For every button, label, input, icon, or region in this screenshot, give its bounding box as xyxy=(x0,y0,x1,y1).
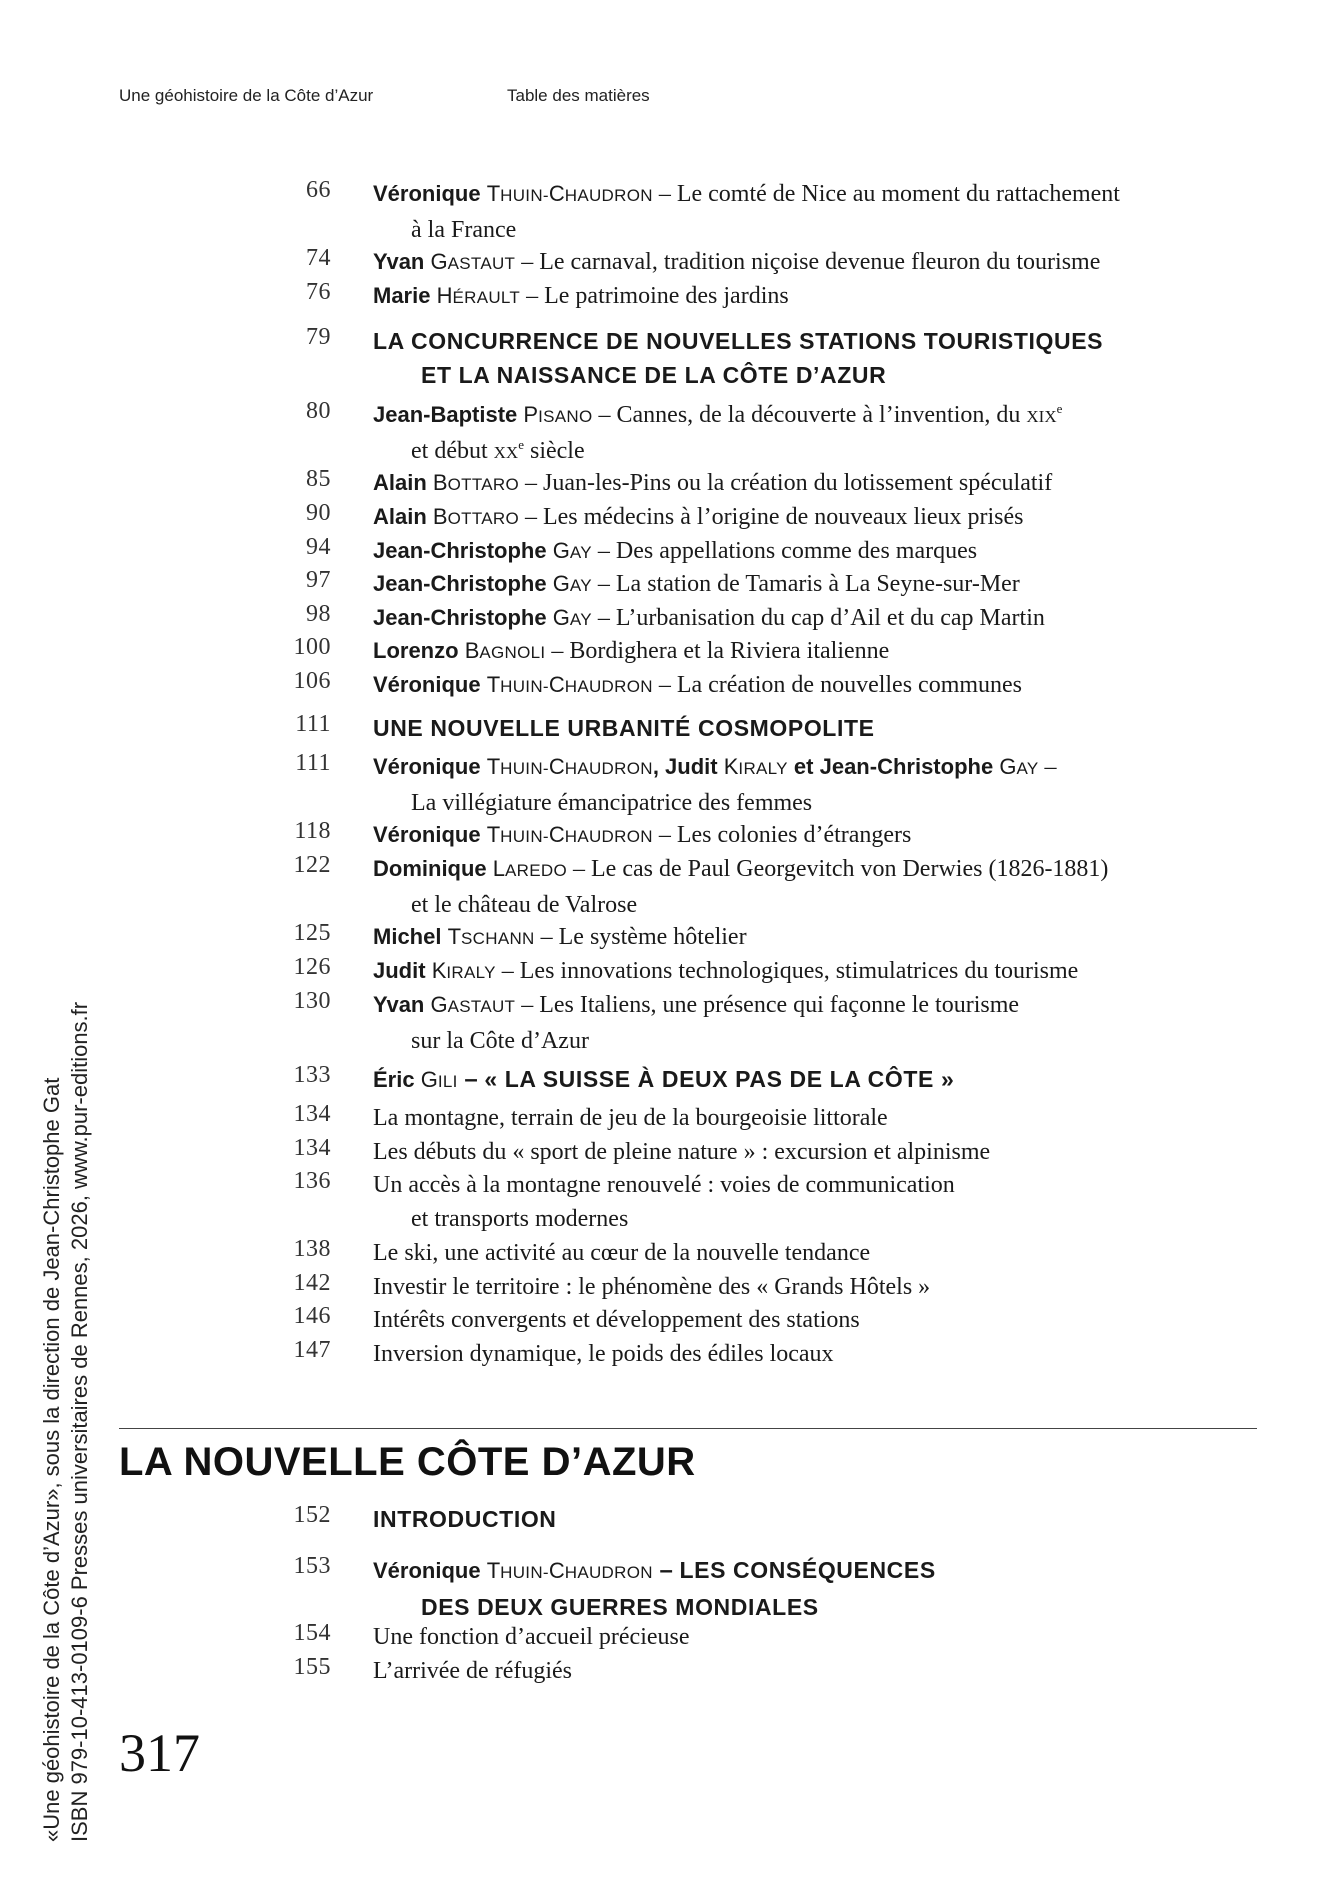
entry-title: Les colonies d’étrangers xyxy=(676,822,912,848)
toc-page-number: 80 xyxy=(306,398,331,424)
author-name: Yvan GASTAUT xyxy=(373,249,516,274)
author-name: Jean-Baptiste PISANO xyxy=(373,402,593,427)
author-name: Éric GILI xyxy=(373,1067,458,1092)
toc-entry-text: Alain BOTTARO – Les médecins à l’origine de nouveaux lieux prisés xyxy=(373,504,1024,530)
author-name: Alain BOTTARO xyxy=(373,504,519,529)
entry-title: Le cas de Paul Georgevitch von Derwies (1826-1881) xyxy=(591,856,1109,882)
entry-title: Juan-les-Pins ou la création du lotissement spéculatif xyxy=(542,470,1053,496)
entry-title: Des appellations comme des marques xyxy=(615,538,978,564)
author-name: Jean-Christophe GAY xyxy=(373,605,592,630)
toc-page-number: 147 xyxy=(293,1337,331,1363)
section-heading-text: INTRODUCTION xyxy=(373,1506,557,1532)
toc-entry-text: Lorenzo BAGNOLI – Bordighera et la Riviera italienne xyxy=(373,638,890,664)
toc-page-number: 100 xyxy=(293,634,331,660)
author-name: Alain BOTTARO xyxy=(373,470,519,495)
toc-page-number: 134 xyxy=(293,1135,331,1161)
toc-page-number: 142 xyxy=(293,1270,331,1296)
entry-title: Les innovations technologiques, stimulatrices du tourisme xyxy=(519,958,1079,984)
author-name: Lorenzo BAGNOLI xyxy=(373,638,546,663)
toc-page-number: 94 xyxy=(306,534,331,560)
entry-title: Le patrimoine des jardins xyxy=(544,283,789,309)
toc-entry-text: Jean-Christophe GAY – La station de Tamaris à La Seyne-sur-Mer xyxy=(373,571,1020,597)
toc-entry-text: Yvan GASTAUT – Le carnaval, tradition niçoise devenue fleuron du tourisme xyxy=(373,249,1101,275)
entry-title-continuation: et le château de Valrose xyxy=(411,892,638,918)
toc-page-number: 153 xyxy=(293,1553,331,1579)
toc-entry-text: Véronique THUIN-CHAUDRON – La création de nouvelles communes xyxy=(373,672,1023,698)
author-name: Judit KIRALY xyxy=(373,958,496,983)
toc-page-number: 85 xyxy=(306,466,331,492)
credit-line-2: ISBN 979-10-413-0109-6 Presses universitaires de Rennes, 2026, www.pur-editions.fr xyxy=(67,1001,92,1842)
toc-page-number: 98 xyxy=(306,601,331,627)
toc-entry-text: Judit KIRALY – Les innovations technologiques, stimulatrices du tourisme xyxy=(373,958,1079,984)
vertical-credit-note xyxy=(38,1002,94,1842)
toc-page-number: 111 xyxy=(295,711,331,737)
toc-entry-text: Véronique THUIN-CHAUDRON – Le comté de Nice au moment du rattachement à la France xyxy=(373,177,1253,247)
toc-page-number: 66 xyxy=(306,177,331,203)
toc-entry-text: Jean-Christophe GAY – L’urbanisation du cap d’Ail et du cap Martin xyxy=(373,605,1045,631)
entry-title: Le ski, une activité au cœur de la nouvelle tendance xyxy=(373,1240,871,1266)
entry-title-continuation: à la France xyxy=(411,217,517,243)
toc-page-number: 97 xyxy=(306,567,331,593)
entry-title: Le carnaval, tradition niçoise devenue fleuron du tourisme xyxy=(539,249,1101,275)
toc-page-number: 79 xyxy=(306,324,331,350)
toc-entry-text: Jean-Christophe GAY – Des appellations comme des marques xyxy=(373,538,978,564)
entry-title: L’arrivée de réfugiés xyxy=(373,1658,573,1684)
entry-title: Les Italiens, une présence qui façonne le tourisme xyxy=(539,992,1020,1018)
toc-page-number: 138 xyxy=(293,1236,331,1262)
toc-entry-text: Michel TSCHANN – Le système hôtelier xyxy=(373,924,747,950)
entry-title: Une fonction d’accueil précieuse xyxy=(373,1624,690,1650)
toc-page-number: 118 xyxy=(294,818,331,844)
toc-page-number: 133 xyxy=(293,1062,331,1088)
section-heading-text: Éric GILI – « LA SUISSE À DEUX PAS DE LA CÔTE » xyxy=(373,1066,955,1093)
toc-page-number: 130 xyxy=(293,988,331,1014)
toc-page-number: 76 xyxy=(306,279,331,305)
toc-page-number: 74 xyxy=(306,245,331,271)
part-divider-rule xyxy=(119,1428,1257,1429)
entry-title: La montagne, terrain de jeu de la bourgeoisie littorale xyxy=(373,1105,888,1131)
entry-title: Inversion dynamique, le poids des édiles locaux xyxy=(373,1341,834,1367)
author-name: Michel TSCHANN xyxy=(373,924,535,949)
toc-page-number: 126 xyxy=(293,954,331,980)
toc-page-number: 106 xyxy=(293,668,331,694)
entry-title: La création de nouvelles communes xyxy=(676,672,1023,698)
toc-page-number: 122 xyxy=(293,852,331,878)
toc-entry-text: Véronique THUIN-CHAUDRON – Les colonies d’étrangers xyxy=(373,822,912,848)
toc-entry-text: Alain BOTTARO – Juan-les-Pins ou la création du lotissement spéculatif xyxy=(373,470,1053,496)
entry-title: Le système hôtelier xyxy=(558,924,747,950)
toc-entry-text: Véronique THUIN-CHAUDRON, Judit KIRALY et Jean-Christophe GAY – La villégiature émancipatrice des femmes xyxy=(373,750,1253,820)
toc-page-number: 90 xyxy=(306,500,331,526)
author-name: Jean-Christophe GAY xyxy=(373,538,592,563)
toc-page-number: 146 xyxy=(293,1303,331,1329)
section-heading-text: LA CONCURRENCE DE NOUVELLES STATIONS TOURISTIQUES ET LA NAISSANCE DE LA CÔTE D’AZUR xyxy=(373,328,1104,388)
page-folio-number: 317 xyxy=(119,1723,200,1783)
entry-title: Bordighera et la Riviera italienne xyxy=(569,638,890,664)
entry-title-continuation: et transports modernes xyxy=(411,1206,629,1232)
toc-entry-text: Marie HÉRAULT – Le patrimoine des jardins xyxy=(373,283,789,309)
entry-title-continuation: sur la Côte d’Azur xyxy=(411,1028,589,1054)
credit-line-1: «Une géohistoire de la Côte d’Azur», sous la direction de Jean-Christophe Gat xyxy=(39,1077,64,1842)
entry-title: Cannes, de la découverte à l’invention, du xix$^e$ xyxy=(616,401,1063,428)
toc-entry-text: Jean-Baptiste PISANO – Cannes, de la découverte à l’invention, du xix$^e$ et début $xx^e$ siècle xyxy=(373,398,1253,468)
author-names: Véronique THUIN-CHAUDRON, Judit KIRALY et Jean-Christophe GAY xyxy=(373,754,1039,779)
running-head xyxy=(119,86,650,106)
toc-page-number: 134 xyxy=(293,1101,331,1127)
toc-entry-text: Dominique LAREDO – Le cas de Paul Georgevitch von Derwies (1826-1881) et le château de Valrose xyxy=(373,852,1253,922)
section-heading-text: UNE NOUVELLE URBANITÉ COSMOPOLITE xyxy=(373,715,875,741)
author-name: Dominique LAREDO xyxy=(373,856,568,881)
running-head-section: Table des matières xyxy=(507,86,650,105)
author-name: Yvan GASTAUT xyxy=(373,992,516,1017)
entry-title: La station de Tamaris à La Seyne-sur-Mer xyxy=(615,571,1020,597)
toc-entry-text xyxy=(373,1168,1253,1236)
author-name: Jean-Christophe GAY xyxy=(373,571,592,596)
entry-title: Investir le territoire : le phénomène des « Grands Hôtels » xyxy=(373,1274,931,1300)
entry-title: Intérêts convergents et développement des stations xyxy=(373,1307,860,1333)
part-title: LA NOUVELLE CÔTE D’AZUR xyxy=(119,1440,696,1484)
entry-title: Les débuts du « sport de pleine nature » : excursion et alpinisme xyxy=(373,1139,991,1165)
toc-page-number: 155 xyxy=(293,1654,331,1680)
author-name: Véronique THUIN-CHAUDRON xyxy=(373,1558,653,1583)
author-name: Marie HÉRAULT xyxy=(373,283,521,308)
entry-title: Les médecins à l’origine de nouveaux lieux prisés xyxy=(542,504,1024,530)
toc-entry-text: Yvan GASTAUT – Les Italiens, une présence qui façonne le tourisme sur la Côte d’Azur xyxy=(373,988,1253,1058)
toc-page-number: 111 xyxy=(295,750,331,776)
entry-title: La villégiature émancipatrice des femmes xyxy=(411,790,813,816)
running-head-book-title: Une géohistoire de la Côte d’Azur xyxy=(119,86,374,105)
entry-title: Un accès à la montagne renouvelé : voies de communication xyxy=(373,1172,955,1198)
author-name: Véronique THUIN-CHAUDRON xyxy=(373,822,653,847)
toc-page-number: 154 xyxy=(293,1620,331,1646)
toc-page-number: 136 xyxy=(293,1168,331,1194)
entry-title: Le comté de Nice au moment du rattachement xyxy=(676,181,1120,207)
author-name: Véronique THUIN-CHAUDRON xyxy=(373,181,653,206)
author-name: Véronique THUIN-CHAUDRON xyxy=(373,672,653,697)
section-heading-text: Véronique THUIN-CHAUDRON – LES CONSÉQUENCES DES DEUX GUERRES MONDIALES xyxy=(373,1557,936,1620)
toc-page-number: 125 xyxy=(293,920,331,946)
toc-page-number: 152 xyxy=(293,1502,331,1528)
entry-title: L’urbanisation du cap d’Ail et du cap Martin xyxy=(615,605,1045,631)
entry-title-continuation: et début $xx^e$ siècle xyxy=(411,437,585,464)
